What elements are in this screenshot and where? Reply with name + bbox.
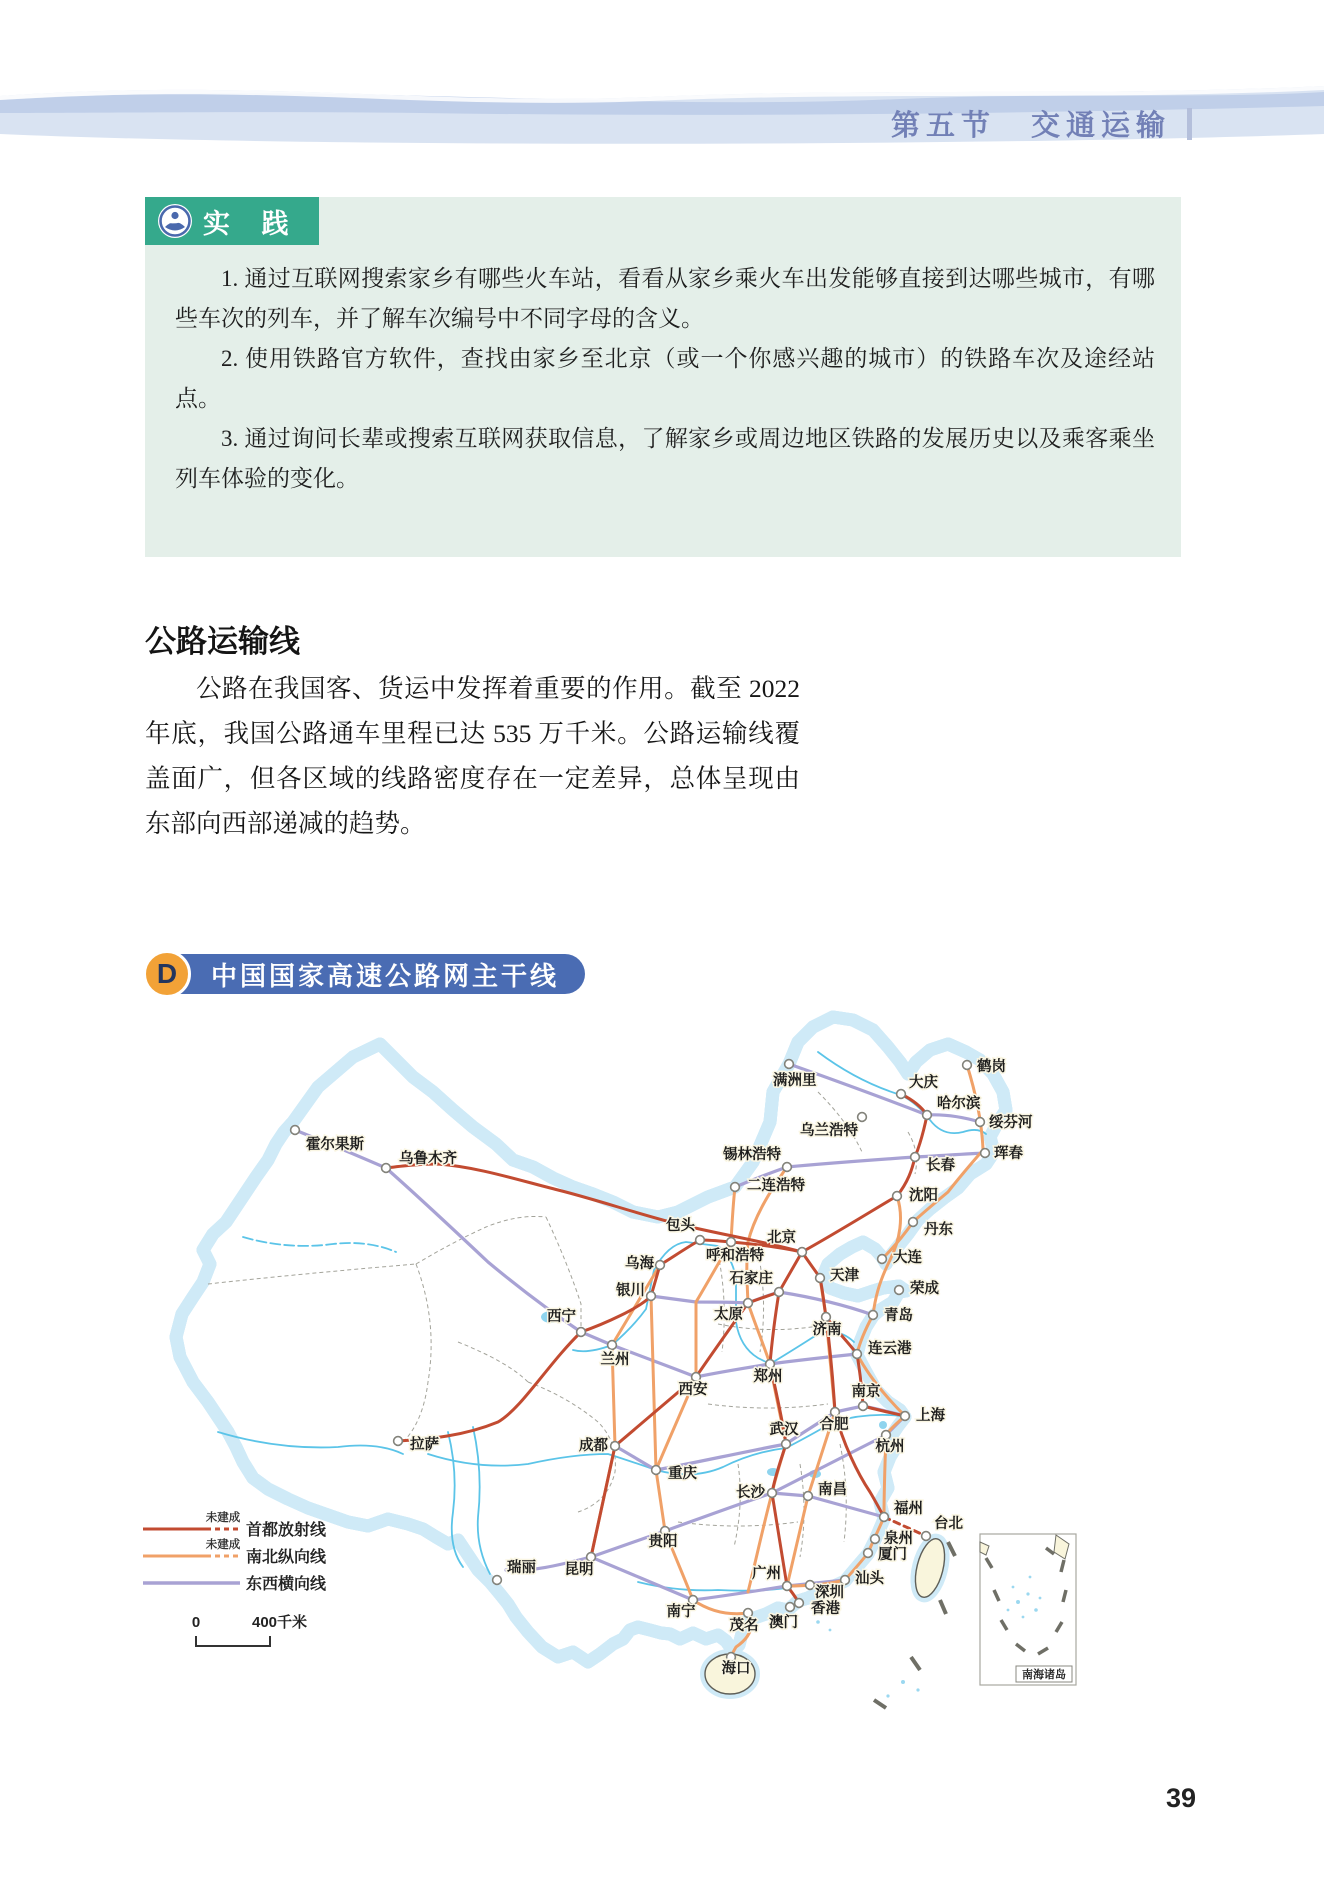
city-label-霍尔果斯: 霍尔果斯 — [306, 1137, 364, 1153]
city-label-南宁: 南宁 — [666, 1604, 696, 1620]
city-dot-鹤岗 — [963, 1061, 972, 1070]
city-dot-合肥 — [831, 1408, 840, 1417]
city-label-呼和浩特: 呼和浩特 — [706, 1248, 764, 1264]
city-dot-兰州 — [608, 1341, 617, 1350]
practice-item-2: 2. 使用铁路官方软件，查找由家乡至北京（或一个你感兴趣的城市）的铁路车次及途经站点。 — [175, 346, 1155, 411]
city-dot-哈尔滨 — [923, 1111, 932, 1120]
city-label-瑞丽: 瑞丽 — [507, 1560, 536, 1576]
city-dot-广州 — [783, 1582, 792, 1591]
city-label-西安: 西安 — [678, 1382, 708, 1398]
city-label-包头: 包头 — [666, 1218, 695, 1234]
city-label-成都: 成都 — [579, 1438, 608, 1454]
city-dot-南昌 — [804, 1492, 813, 1501]
city-label-珲春: 珲春 — [994, 1146, 1023, 1162]
city-dot-太原 — [744, 1299, 753, 1308]
city-dot-二连浩特 — [731, 1183, 740, 1192]
city-dot-大庆 — [897, 1090, 906, 1099]
page-number: 39 — [1165, 1783, 1196, 1813]
city-label-石家庄: 石家庄 — [729, 1271, 773, 1287]
city-dot-上海 — [901, 1412, 910, 1421]
city-dot-瑞丽 — [493, 1576, 502, 1585]
city-dot-乌鲁木齐 — [382, 1164, 391, 1173]
city-dot-汕头 — [841, 1576, 850, 1585]
city-label-泉州: 泉州 — [884, 1531, 913, 1547]
city-label-重庆: 重庆 — [668, 1466, 697, 1482]
roads-capital-radial — [386, 1094, 927, 1603]
scale-label: 400千米 — [252, 1614, 308, 1631]
city-dot-成都 — [611, 1442, 620, 1451]
city-dot-丹东 — [909, 1218, 918, 1227]
city-label-合肥: 合肥 — [819, 1417, 849, 1433]
city-label-香港: 香港 — [811, 1601, 840, 1617]
city-dot-武汉 — [782, 1440, 791, 1449]
city-dot-泉州 — [871, 1535, 880, 1544]
city-dot-香港 — [795, 1599, 804, 1608]
city-dot-西安 — [692, 1373, 701, 1382]
city-dot-连云港 — [853, 1350, 862, 1359]
city-label-南京: 南京 — [851, 1384, 881, 1400]
city-dot-北京 — [798, 1248, 807, 1257]
practice-box — [145, 197, 1181, 557]
map-china-expressway — [118, 1002, 1102, 1746]
city-dot-乌海 — [656, 1261, 665, 1270]
city-label-乌海: 乌海 — [625, 1256, 654, 1272]
city-dot-石家庄 — [775, 1288, 784, 1297]
inset-label: 南海诸岛 — [1022, 1669, 1066, 1681]
city-label-福州: 福州 — [894, 1501, 923, 1517]
city-dot-南京 — [859, 1402, 868, 1411]
city-label-西宁: 西宁 — [547, 1309, 576, 1325]
city-label-北京: 北京 — [767, 1230, 796, 1246]
city-dot-天津 — [816, 1274, 825, 1283]
south-china-sea-inset — [980, 1534, 1076, 1685]
city-label-乌兰浩特: 乌兰浩特 — [800, 1123, 858, 1139]
city-label-二连浩特: 二连浩特 — [747, 1178, 805, 1194]
city-dot-银川 — [647, 1292, 656, 1301]
city-dot-拉萨 — [394, 1437, 403, 1446]
city-label-汕头: 汕头 — [855, 1571, 884, 1587]
practice-icon — [157, 203, 193, 239]
city-label-鹤岗: 鹤岗 — [977, 1059, 1006, 1075]
legend-label-east-west: 东西横向线 — [246, 1576, 327, 1593]
city-dot-锡林浩特 — [783, 1163, 792, 1172]
city-label-茂名: 茂名 — [729, 1618, 759, 1634]
city-label-杭州: 杭州 — [875, 1439, 905, 1455]
section-title: 第五节 交通运输 — [890, 110, 1171, 142]
city-dot-珲春 — [981, 1149, 990, 1158]
city-dot-深圳 — [806, 1581, 815, 1590]
city-dot-福州 — [880, 1513, 889, 1522]
legend-unbuilt-2: 未建成 — [205, 1539, 241, 1551]
city-dot-呼和浩特 — [727, 1238, 736, 1247]
city-dot-长春 — [911, 1153, 920, 1162]
city-dot-郑州 — [766, 1360, 775, 1369]
city-label-南昌: 南昌 — [818, 1482, 847, 1498]
city-label-深圳: 深圳 — [815, 1585, 844, 1601]
city-label-海口: 海口 — [721, 1661, 751, 1677]
city-label-澳门: 澳门 — [769, 1615, 798, 1631]
legend-label-capital: 首都放射线 — [246, 1522, 327, 1539]
city-dot-茂名 — [744, 1609, 753, 1618]
city-dot-西宁 — [577, 1328, 586, 1337]
city-label-太原: 太原 — [714, 1307, 743, 1323]
practice-item-3: 3. 通过询问长辈或搜索互联网获取信息，了解家乡或周边地区铁路的发展历史以及乘客乘坐列车体验的变化。 — [175, 426, 1155, 491]
city-label-天津: 天津 — [830, 1268, 859, 1284]
city-dot-绥芬河 — [976, 1118, 985, 1127]
header-divider-bar — [1187, 108, 1192, 140]
city-label-沈阳: 沈阳 — [909, 1188, 938, 1204]
city-label-长春: 长春 — [926, 1158, 955, 1174]
city-label-乌鲁木齐: 乌鲁木齐 — [399, 1151, 457, 1167]
city-dot-满洲里 — [785, 1060, 794, 1069]
city-label-银川: 银川 — [616, 1283, 645, 1299]
section-heading: 公路运输线 — [145, 624, 300, 659]
city-label-荣成: 荣成 — [910, 1281, 939, 1297]
body-paragraph: 公路在我国客、货运中发挥着重要的作用。截至 2022 年底，我国公路通车里程已达 535 万千米。公路运输线覆盖面广，但各区域的线路密度存在一定差异，总体呈现由东部向西部递减的趋势。 — [145, 674, 800, 838]
city-dot-澳门 — [786, 1603, 795, 1612]
city-dot-大连 — [878, 1255, 887, 1264]
practice-tab-label: 实 践 — [203, 208, 301, 239]
city-dot-荣成 — [895, 1286, 904, 1295]
city-label-青岛: 青岛 — [884, 1308, 913, 1324]
city-label-连云港: 连云港 — [868, 1341, 912, 1357]
practice-item-1: 1. 通过互联网搜索家乡有哪些火车站，看看从家乡乘火车出发能够直接到达哪些城市，有哪些车次的列车，并了解车次编号中不同字母的含义。 — [175, 266, 1155, 331]
city-dot-济南 — [822, 1313, 831, 1322]
city-dot-重庆 — [652, 1466, 661, 1475]
figure-title — [143, 952, 585, 996]
figure-title-pill: 中国国家高速公路网主干线 — [167, 954, 585, 994]
city-label-贵阳: 贵阳 — [648, 1534, 678, 1550]
legend-unbuilt-1: 未建成 — [205, 1512, 241, 1524]
city-label-长沙: 长沙 — [736, 1485, 765, 1501]
section-header — [891, 103, 1192, 144]
city-dot-包头 — [696, 1236, 705, 1245]
city-dot-霍尔果斯 — [291, 1126, 300, 1135]
city-label-绥芬河: 绥芬河 — [989, 1115, 1033, 1131]
city-dot-沈阳 — [893, 1192, 902, 1201]
scale-zero: 0 — [191, 1614, 201, 1631]
city-label-昆明: 昆明 — [564, 1562, 594, 1578]
city-dot-厦门 — [864, 1549, 873, 1558]
city-dot-台北 — [922, 1532, 931, 1541]
city-label-哈尔滨: 哈尔滨 — [937, 1096, 981, 1112]
city-dot-乌兰浩特 — [858, 1113, 867, 1122]
city-label-大连: 大连 — [893, 1250, 922, 1266]
sea-speckles — [816, 1620, 919, 1697]
city-label-上海: 上海 — [916, 1408, 945, 1424]
city-label-郑州: 郑州 — [753, 1369, 783, 1385]
city-dot-长沙 — [768, 1489, 777, 1498]
city-label-武汉: 武汉 — [769, 1422, 799, 1438]
city-dot-青岛 — [869, 1311, 878, 1320]
city-label-台北: 台北 — [934, 1516, 963, 1532]
city-label-广州: 广州 — [752, 1566, 781, 1582]
city-label-拉萨: 拉萨 — [410, 1437, 439, 1453]
city-label-满洲里: 满洲里 — [773, 1073, 817, 1089]
city-label-丹东: 丹东 — [924, 1222, 953, 1238]
city-label-厦门: 厦门 — [878, 1547, 907, 1563]
city-label-兰州: 兰州 — [600, 1352, 630, 1368]
city-label-锡林浩特: 锡林浩特 — [723, 1147, 781, 1163]
scale-bar — [196, 1636, 270, 1646]
city-label-济南: 济南 — [812, 1322, 842, 1338]
map-legend — [143, 1510, 327, 1646]
city-label-大庆: 大庆 — [909, 1075, 938, 1091]
practice-tab — [145, 197, 319, 245]
figure-badge: D — [143, 950, 191, 998]
city-dot-昆明 — [587, 1553, 596, 1562]
legend-label-north-south: 南北纵向线 — [246, 1549, 327, 1566]
